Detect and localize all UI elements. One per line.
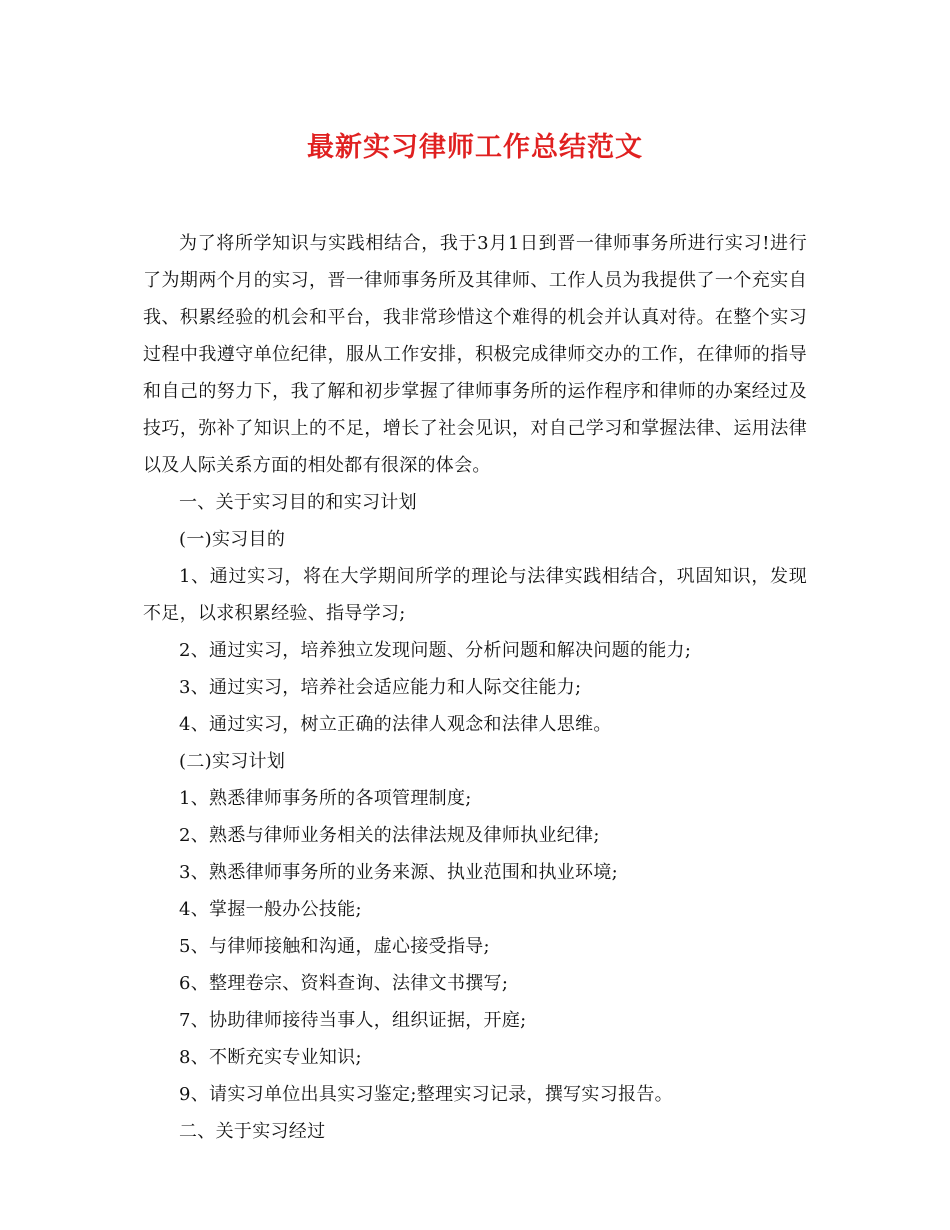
purpose-item-2: 2、通过实习，培养独立发现问题、分析问题和解决问题的能力; (179, 640, 692, 661)
purpose-item-4: 4、通过实习，树立正确的法律人观念和法律人思维。 (179, 714, 612, 735)
intro-paragraph: 为了将所学知识与实践相结合，我于3月1日到晋一律师事务所进行实习!进行了为期两个月的实习，晋一律师事务所及其律师、工作人员为我提供了一个充实自我、积累经验的机会和平台，我非常珍惜这个难得的机会并认真对待。在整个实习过程中我遵守单位纪律，服从工作安排，积极完成律师交办的工作，在律师的指导和自己的努力下，我了解和初步掌握了律师事务所的运作程序和律师的办案经过及技巧，弥补了知识上的不足，增长了社会见识，对自己学习和掌握法律、运用法律以及人际关系方面的相处都有很深的体会。 (143, 233, 807, 476)
section-heading-process: 二、关于实习经过 (179, 1121, 326, 1142)
plan-item-2: 2、熟悉与律师业务相关的法律法规及律师执业纪律; (179, 825, 600, 846)
purpose-item-3: 3、通过实习，培养社会适应能力和人际交往能力; (179, 677, 582, 698)
document-title: 最新实习律师工作总结范文 (307, 132, 643, 163)
plan-item-8: 8、不断充实专业知识; (179, 1047, 362, 1068)
plan-item-5: 5、与律师接触和沟通，虚心接受指导; (179, 936, 490, 957)
section-heading-purpose-plan: 一、关于实习目的和实习计划 (179, 492, 417, 513)
plan-item-6: 6、整理卷宗、资料查询、法律文书撰写; (179, 973, 509, 994)
subsection-heading-purpose: (一)实习目的 (179, 529, 286, 550)
subsection-heading-plan: (二)实习计划 (179, 751, 286, 772)
plan-item-4: 4、掌握一般办公技能; (179, 899, 362, 920)
plan-item-1: 1、熟悉律师事务所的各项管理制度; (179, 788, 472, 809)
purpose-item-1: 1、通过实习，将在大学期间所学的理论与法律实践相结合，巩固知识，发现不足，以求积累经验、指导学习; (143, 566, 807, 624)
plan-item-3: 3、熟悉律师事务所的业务来源、执业范围和执业环境; (179, 862, 619, 883)
plan-item-9: 9、请实习单位出具实习鉴定;整理实习记录，撰写实习报告。 (179, 1084, 673, 1105)
document-body (143, 225, 807, 1150)
plan-item-7: 7、协助律师接待当事人，组织证据，开庭; (179, 1010, 527, 1031)
